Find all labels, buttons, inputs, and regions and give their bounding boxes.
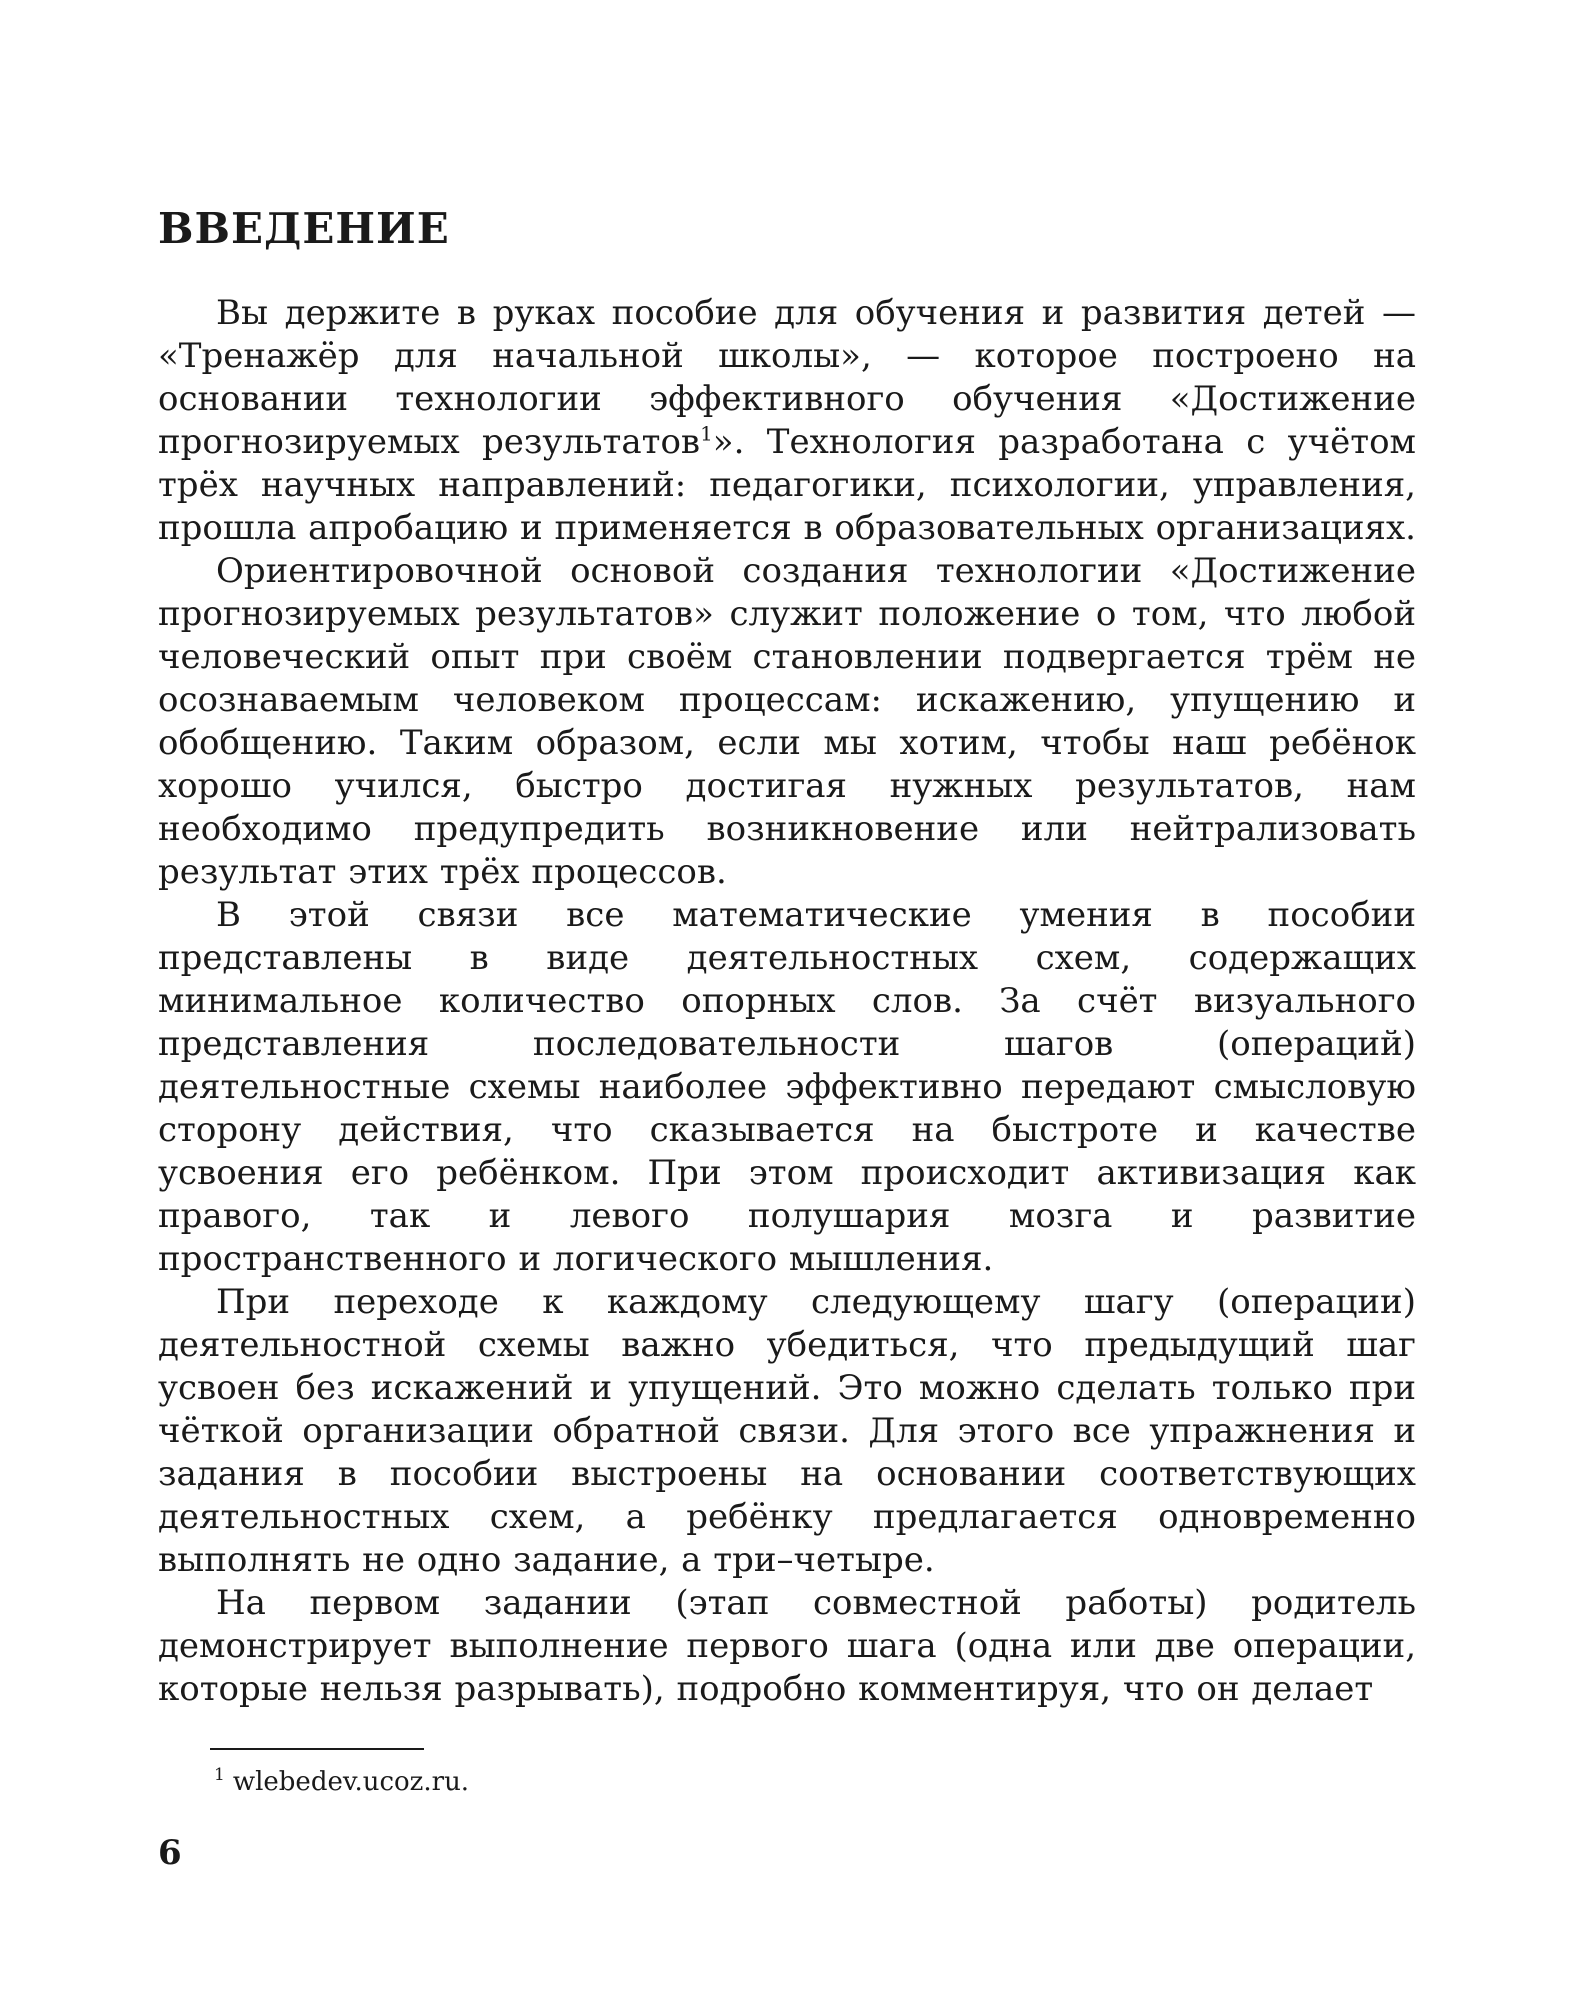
page-number: 6 xyxy=(158,1833,182,1873)
paragraph-5: На первом задании (этап совместной работы) родитель демонстрирует выполнение первого шага (одна или две операции, которые нельзя разрывать), подробно комментируя, что он делает xyxy=(158,1583,1416,1709)
paragraph-2: Ориентировочной основой создания технологии «Достижение прогнозируемых результатов» служит положение о том, что любой человеческий опыт при своём становлении подвергается трём не осознаваемым человеком процессам: искажению, упущению и обобщению. Таким образом, если мы хотим, чтобы наш ребёнок хорошо учился, быстро достигая нужных результатов, нам необходимо предупредить возникновение или нейтрализовать результат этих трёх процессов. xyxy=(158,551,1416,892)
footnote-divider xyxy=(210,1748,424,1750)
paragraph-3: В этой связи все математические умения в пособии представлены в виде деятельностных схем, содержащих минимальное количество опорных слов. За счёт визуального представления последовательности шагов (операций) деятельностные схемы наиболее эффективно передают смысловую сторону действия, что сказывается на быстроте и качестве усвоения его ребёнком. При этом происходит активизация как правого, так и левого полушария мозга и развитие пространственного и логического мышления. xyxy=(158,895,1416,1279)
paragraph-1-text-start: Вы держите в руках пособие для обучения и развития детей — «Тренажёр для начальной школы», — которое построено на основании технологии эффективного обучения «Достижение прогнозируемых результатов xyxy=(158,293,1416,462)
paragraph-1-text-end: ». Технология разработана с учётом трёх научных направлений: педагогики, психологии, управления, прошла апробацию и применяется в образовательных организациях. xyxy=(158,422,1416,548)
paragraph-4: При переходе к каждому следующему шагу (операции) деятельностной схемы важно убедиться, что предыдущий шаг усвоен без искажений и упущений. Это можно сделать только при чёткой организации обратной связи. Для этого все упражнения и задания в пособии выстроены на основании соответствующих деятельностных схем, а ребёнку предлагается одновременно выполнять не одно задание, а три–четыре. xyxy=(158,1282,1416,1580)
body-text xyxy=(158,292,1416,1711)
footnote xyxy=(214,1766,469,1798)
footnote-text: wlebedev.ucoz.ru. xyxy=(232,1767,470,1797)
footnote-number: 1 xyxy=(214,1765,225,1786)
section-heading: ВВЕДЕНИЕ xyxy=(158,204,450,253)
footnote-reference: 1 xyxy=(700,421,713,446)
paragraph-1 xyxy=(158,292,1416,550)
